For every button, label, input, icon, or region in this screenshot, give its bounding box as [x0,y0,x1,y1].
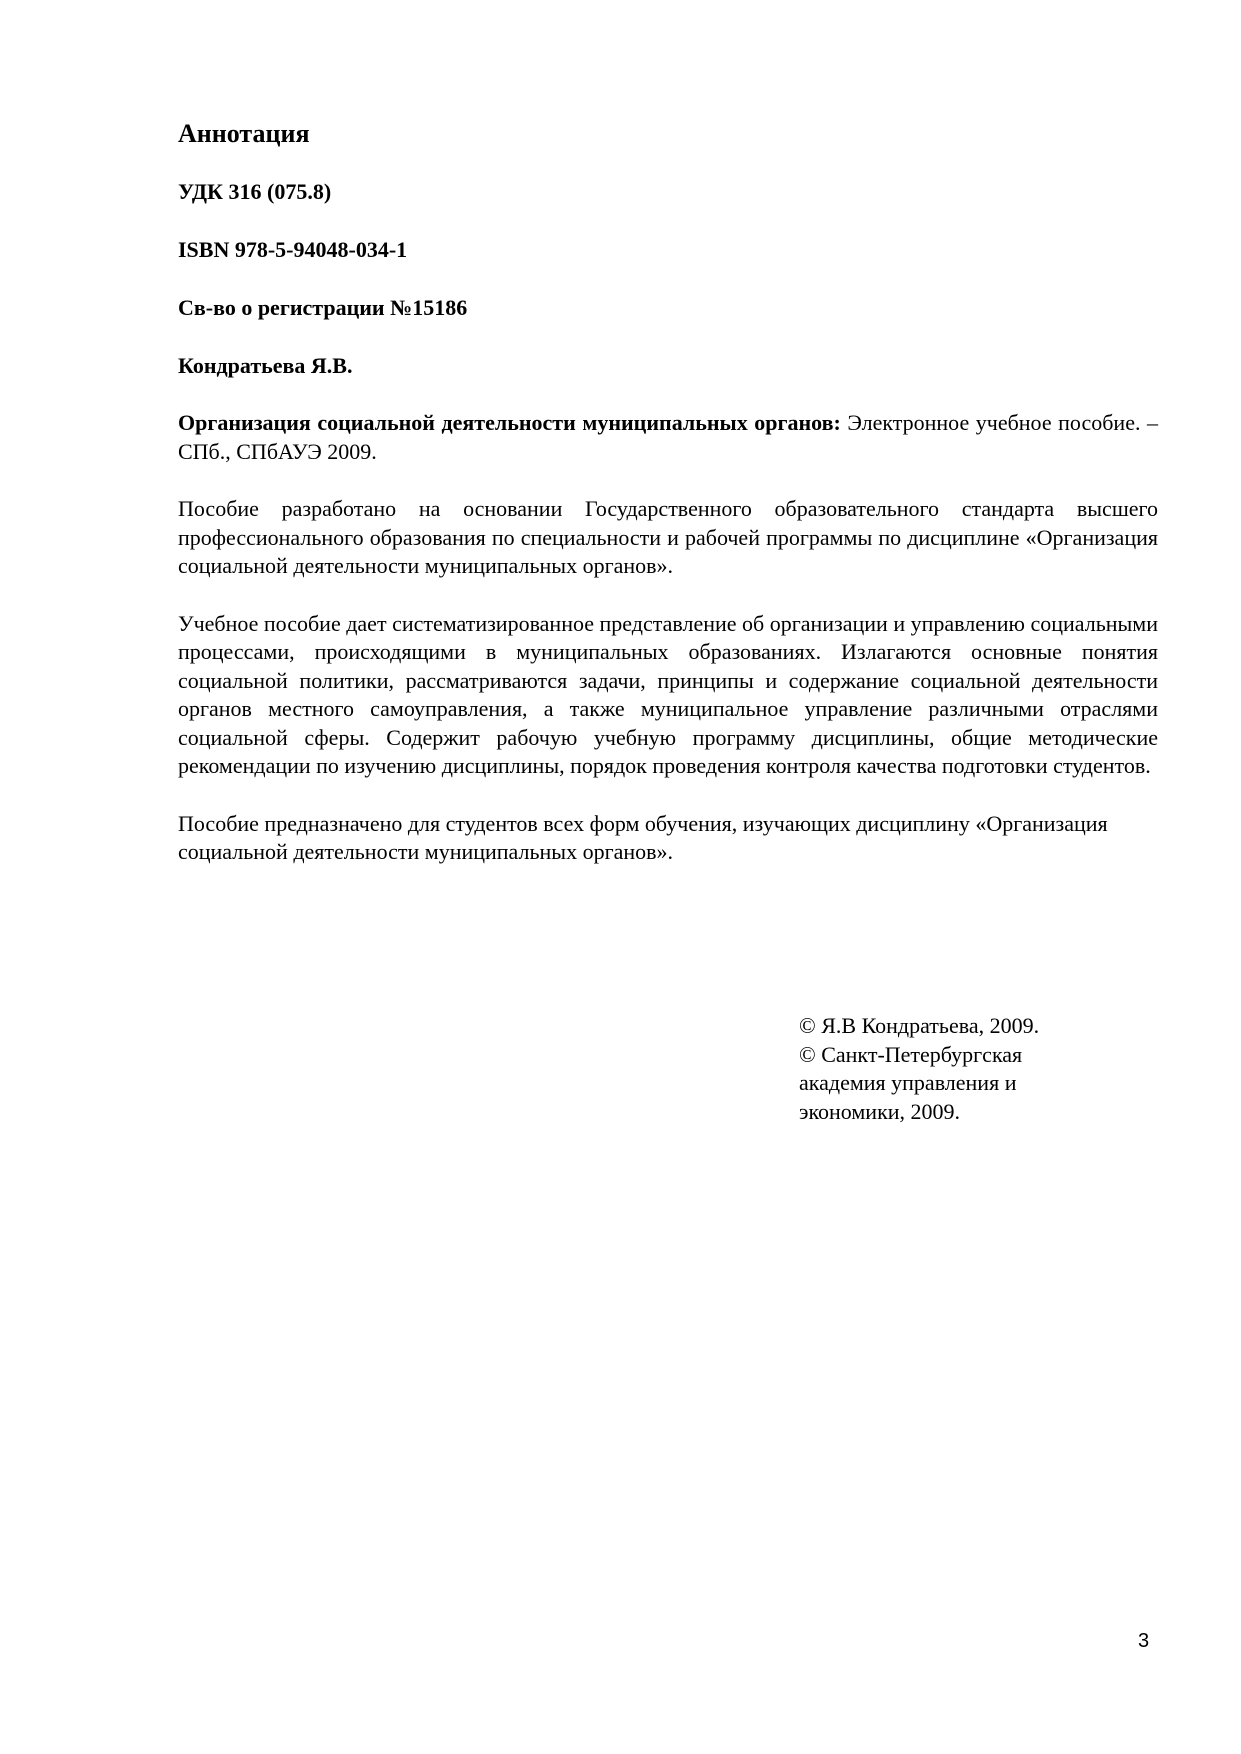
udk-line: УДК 316 (075.8) [178,179,332,204]
annotation-heading: Аннотация [178,119,310,148]
copyright-academy: © Санкт-Петербургская академия управления и экономики, 2009. [799,1041,1023,1124]
content-paragraph: Учебное пособие дает систематизированное представление об организации и управлению социальными процессами, происходящими в муниципальных образованиях. Излагаются основные понятия социальной политики, рассматриваются задачи, принципы и содержание социальной деятельности органов местного самоуправления, а также муниципальное управление различными отраслями социальной сферы. Содержит рабочую учебную программу дисциплины, общие методические рекомендации по изучению дисциплины, порядок проведения контроля качества подготовки студентов. [178,610,1158,778]
author-line: Кондратьева Я.В. [178,353,353,378]
book-title: Организация социальной деятельности муниципальных органов: [178,410,841,435]
book-title-paragraph [178,409,1158,466]
registration-line: Св-во о регистрации №15186 [178,295,468,320]
document-body [178,118,1158,896]
page-number: 3 [1138,1630,1150,1652]
copyright-block [799,1012,1099,1126]
basis-paragraph: Пособие разработано на основании Государственного образовательного стандарта высшего профессионального образования по специальности и рабочей программы по дисциплине «Организация социальной деятельности муниципальных органов». [178,496,1158,578]
isbn-line: ISBN 978-5-94048-034-1 [178,237,408,262]
book-description: Электронное учебное пособие. – СПб., СПбАУЭ 2009. [178,410,1158,464]
copyright-author: © Я.В Кондратьева, 2009. [799,1013,1040,1038]
audience-paragraph: Пособие предназначено для студентов всех форм обучения, изучающих дисциплину «Организация социальной деятельности муниципальных органов». [178,810,1108,864]
